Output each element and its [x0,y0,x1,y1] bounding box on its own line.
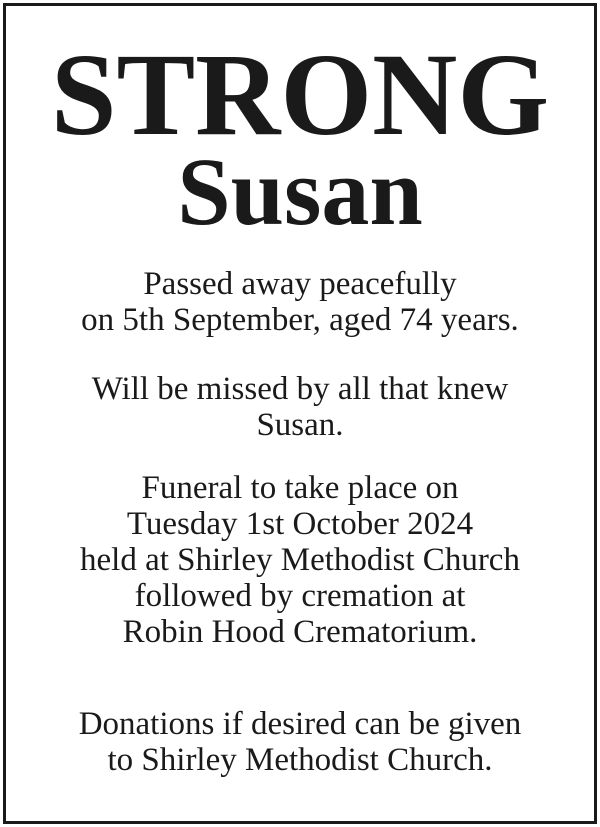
text-line: on 5th September, aged 74 years. [81,302,519,338]
text-line: to Shirley Methodist Church. [107,742,493,778]
text-line: Robin Hood Crematorium. [122,614,478,650]
surname-heading: STRONG [50,29,550,160]
text-line: Will be missed by all that knew [91,371,509,407]
text-line: held at Shirley Methodist Church [80,542,520,578]
text-line: Passed away peacefully [143,266,457,302]
donations-note [6,706,594,778]
text-line: followed by cremation at [134,578,466,614]
text-line: Susan. [256,407,344,443]
tribute-message [6,371,594,443]
obituary-notice [3,3,597,824]
text-line: Funeral to take place on [141,470,459,506]
text-line: Donations if desired can be given [78,706,522,742]
funeral-details [6,470,594,650]
text-line: Tuesday 1st October 2024 [126,506,474,542]
death-announcement [6,266,594,338]
forename-heading: Susan [177,138,423,245]
